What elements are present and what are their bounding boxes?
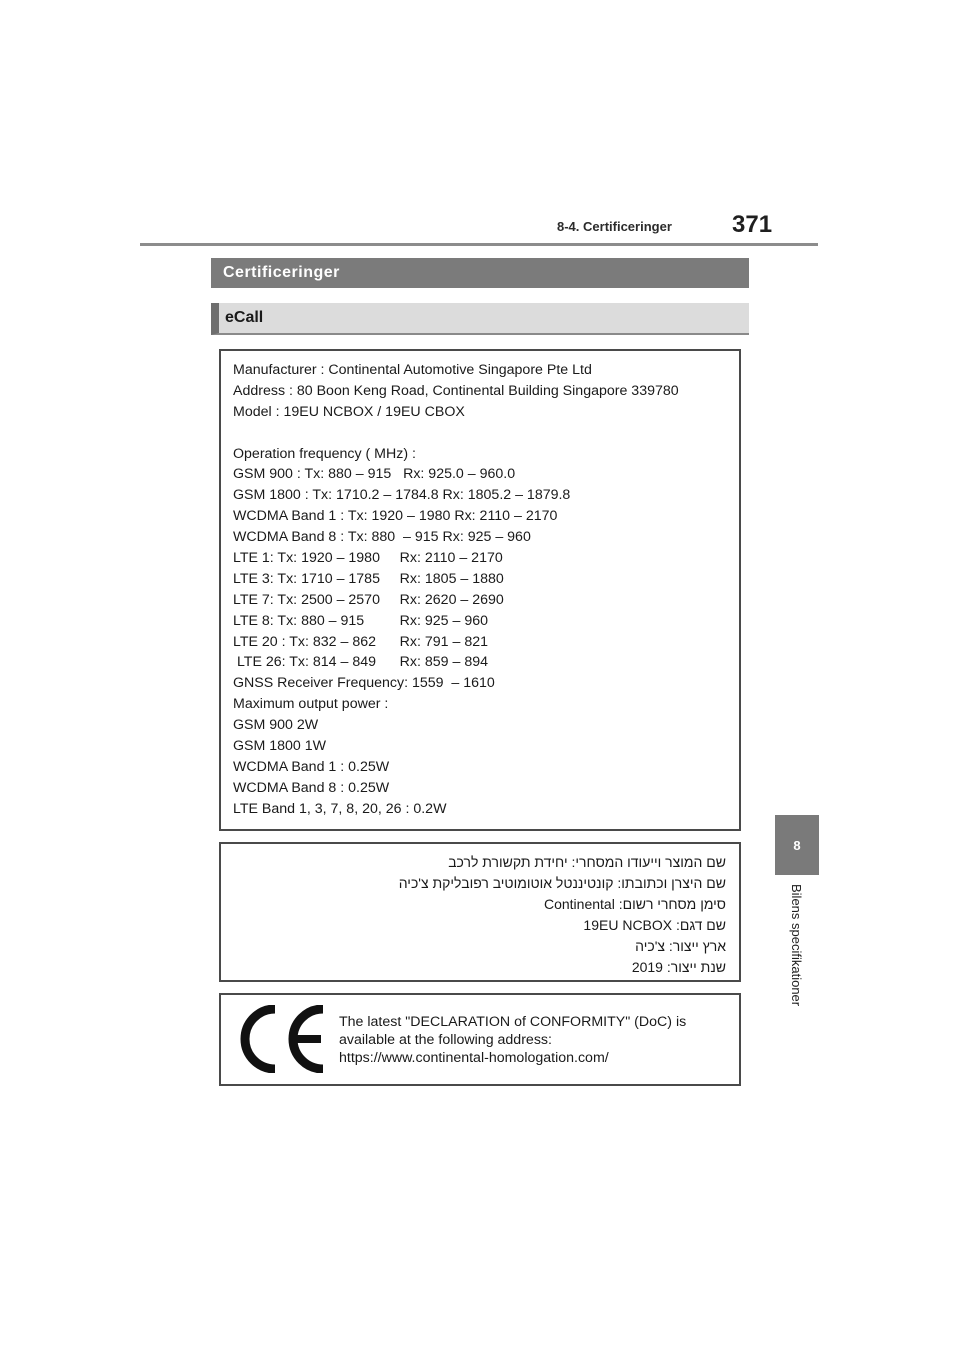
chapter-tab[interactable] [775, 815, 819, 875]
spec-line: LTE 8: Tx: 880 – 915 Rx: 925 – 960 [233, 612, 488, 629]
conformity-url[interactable]: https://www.continental-homologation.com/ [339, 1050, 609, 1066]
spec-line: Operation frequency ( MHz) : [233, 445, 416, 462]
spec-line: Manufacturer : Continental Automotive Singapore Pte Ltd [233, 362, 592, 378]
chapter-tab-number: 8 [793, 837, 801, 853]
spec-line: Model : 19EU NCBOX / 19EU CBOX [233, 403, 465, 420]
conformity-box [219, 993, 741, 1086]
hebrew-info-box [219, 842, 741, 982]
page-number: 371 [732, 211, 773, 238]
spec-line: GNSS Receiver Frequency: 1559 – 1610 [233, 675, 495, 692]
specifications-box [219, 349, 741, 831]
spec-line: LTE 1: Tx: 1920 – 1980 Rx: 2110 – 2170 [233, 550, 503, 567]
spec-line: GSM 1800 1W [233, 738, 327, 755]
ce-mark-icon [235, 1005, 327, 1073]
hebrew-line: סימן מסחרי רשום: Continental [543, 896, 726, 912]
hebrew-line: שם המוצר וייעודו המסחרי: יחידת תקשורת לרכב [448, 854, 726, 870]
hebrew-line: שנת ייצור: 2019 [631, 959, 726, 975]
spec-line: GSM 900 2W [233, 717, 319, 734]
section-subtitle: eCall [211, 303, 749, 335]
conformity-line: The latest "DECLARATION of CONFORMITY" (DoC) is [339, 1014, 687, 1030]
spec-line: Address : 80 Boon Keng Road, Continental Building Singapore 339780 [233, 382, 679, 399]
hebrew-line: שם דגם: 19EU NCBOX [583, 917, 726, 933]
spec-line: LTE 3: Tx: 1710 – 1785 Rx: 1805 – 1880 [233, 570, 504, 587]
spec-line: LTE Band 1, 3, 7, 8, 20, 26 : 0.2W [233, 800, 447, 817]
chapter-label-text: Bilens specifikationer [789, 884, 804, 1007]
spec-line: GSM 900 : Tx: 880 – 915 Rx: 925.0 – 960.0 [233, 466, 516, 483]
spec-line: LTE 7: Tx: 2500 – 2570 Rx: 2620 – 2690 [233, 591, 504, 608]
hebrew-line: ארץ ייצור: צ'כיה [635, 938, 726, 954]
spec-line: LTE 20 : Tx: 832 – 862 Rx: 791 – 821 [233, 633, 489, 650]
spec-line: WCDMA Band 8 : Tx: 880 – 915 Rx: 925 – 960 [233, 529, 531, 546]
spec-line: LTE 26: Tx: 814 – 849 Rx: 859 – 894 [233, 654, 489, 671]
header-divider [140, 243, 818, 246]
spec-line: WCDMA Band 1 : Tx: 1920 – 1980 Rx: 2110 – 2170 [233, 508, 558, 525]
spec-line: Maximum output power : [233, 696, 389, 713]
page-title: Certificeringer [211, 258, 749, 288]
spec-line: WCDMA Band 1 : 0.25W [233, 758, 390, 775]
section-heading: 8-4. Certificeringer [557, 219, 672, 234]
spec-line: WCDMA Band 8 : 0.25W [233, 779, 390, 796]
spec-line [233, 423, 739, 444]
conformity-line: available at the following address: [339, 1032, 552, 1048]
conformity-text [339, 1013, 734, 1067]
hebrew-line: שם היצרן וכתובתו: קונטיננטל אוטומוטיב רפובליקת צ'כיה [398, 875, 726, 891]
spec-line: GSM 1800 : Tx: 1710.2 – 1784.8 Rx: 1805.2 – 1879.8 [233, 487, 571, 504]
